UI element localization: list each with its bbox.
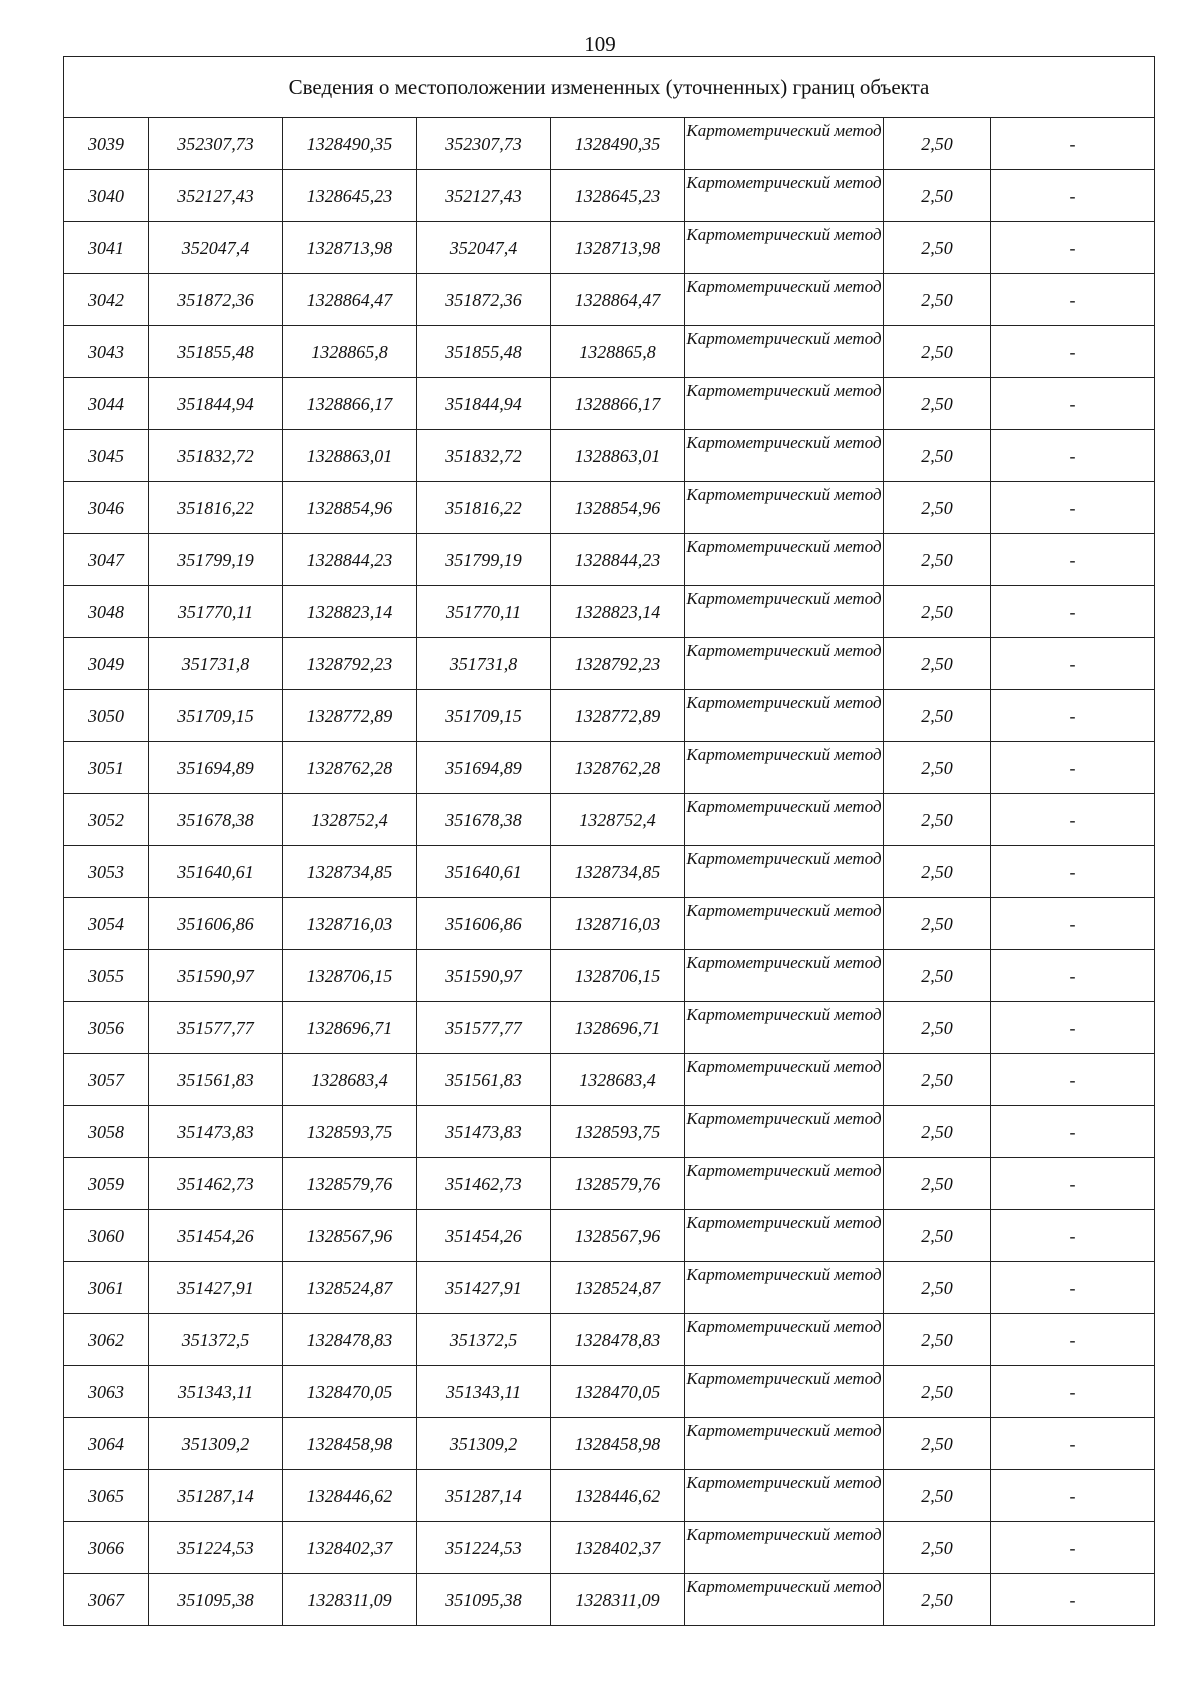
accuracy-cell: 2,50: [884, 846, 991, 898]
table-row: [64, 742, 1155, 794]
table-row: [64, 1470, 1155, 1522]
note-cell: -: [991, 794, 1155, 846]
refined-x-cell: 351372,5: [417, 1314, 551, 1366]
accuracy-cell: 2,50: [884, 1158, 991, 1210]
existing-y-cell: 1328866,17: [283, 378, 417, 430]
refined-x-cell: 351606,86: [417, 898, 551, 950]
table-row: [64, 586, 1155, 638]
existing-y-cell: 1328696,71: [283, 1002, 417, 1054]
accuracy-cell: 2,50: [884, 430, 991, 482]
existing-x-cell: 351224,53: [149, 1522, 283, 1574]
existing-y-cell: 1328311,09: [283, 1574, 417, 1626]
refined-x-cell: 351816,22: [417, 482, 551, 534]
existing-y-cell: 1328844,23: [283, 534, 417, 586]
refined-x-cell: 351731,8: [417, 638, 551, 690]
refined-x-cell: 351640,61: [417, 846, 551, 898]
point-number-cell: 3051: [64, 742, 149, 794]
table-row: [64, 1418, 1155, 1470]
existing-x-cell: 351832,72: [149, 430, 283, 482]
method-cell: Картометрический метод: [685, 950, 884, 1002]
point-number-cell: 3053: [64, 846, 149, 898]
existing-x-cell: 351473,83: [149, 1106, 283, 1158]
existing-x-cell: 351709,15: [149, 690, 283, 742]
accuracy-cell: 2,50: [884, 274, 991, 326]
existing-x-cell: 352307,73: [149, 118, 283, 170]
accuracy-cell: 2,50: [884, 482, 991, 534]
note-cell: -: [991, 742, 1155, 794]
refined-x-cell: 351095,38: [417, 1574, 551, 1626]
method-cell: Картометрический метод: [685, 170, 884, 222]
existing-x-cell: 351309,2: [149, 1418, 283, 1470]
table-body: [64, 118, 1155, 1626]
method-cell: Картометрический метод: [685, 1470, 884, 1522]
table-row: [64, 1366, 1155, 1418]
point-number-cell: 3049: [64, 638, 149, 690]
point-number-cell: 3054: [64, 898, 149, 950]
method-cell: Картометрический метод: [685, 222, 884, 274]
point-number-cell: 3039: [64, 118, 149, 170]
accuracy-cell: 2,50: [884, 638, 991, 690]
table-row: [64, 1054, 1155, 1106]
refined-x-cell: 351709,15: [417, 690, 551, 742]
refined-y-cell: 1328470,05: [551, 1366, 685, 1418]
accuracy-cell: 2,50: [884, 378, 991, 430]
accuracy-cell: 2,50: [884, 118, 991, 170]
refined-x-cell: 351855,48: [417, 326, 551, 378]
existing-y-cell: 1328752,4: [283, 794, 417, 846]
method-cell: Картометрический метод: [685, 1002, 884, 1054]
refined-x-cell: 351427,91: [417, 1262, 551, 1314]
method-cell: Картометрический метод: [685, 898, 884, 950]
existing-x-cell: 351590,97: [149, 950, 283, 1002]
method-cell: Картометрический метод: [685, 1210, 884, 1262]
refined-x-cell: 351473,83: [417, 1106, 551, 1158]
refined-y-cell: 1328645,23: [551, 170, 685, 222]
table-row: [64, 378, 1155, 430]
point-number-cell: 3044: [64, 378, 149, 430]
existing-y-cell: 1328490,35: [283, 118, 417, 170]
accuracy-cell: 2,50: [884, 326, 991, 378]
existing-y-cell: 1328579,76: [283, 1158, 417, 1210]
table-row: [64, 1314, 1155, 1366]
refined-x-cell: 351462,73: [417, 1158, 551, 1210]
method-cell: Картометрический метод: [685, 482, 884, 534]
note-cell: -: [991, 118, 1155, 170]
refined-y-cell: 1328567,96: [551, 1210, 685, 1262]
existing-x-cell: 351799,19: [149, 534, 283, 586]
method-cell: Картометрический метод: [685, 638, 884, 690]
existing-x-cell: 351855,48: [149, 326, 283, 378]
table-row: [64, 482, 1155, 534]
refined-y-cell: 1328713,98: [551, 222, 685, 274]
accuracy-cell: 2,50: [884, 1002, 991, 1054]
point-number-cell: 3050: [64, 690, 149, 742]
method-cell: Картометрический метод: [685, 1574, 884, 1626]
refined-y-cell: 1328865,8: [551, 326, 685, 378]
refined-y-cell: 1328844,23: [551, 534, 685, 586]
refined-y-cell: 1328823,14: [551, 586, 685, 638]
refined-y-cell: 1328579,76: [551, 1158, 685, 1210]
existing-x-cell: 351577,77: [149, 1002, 283, 1054]
table-row: [64, 118, 1155, 170]
refined-x-cell: 351770,11: [417, 586, 551, 638]
point-number-cell: 3048: [64, 586, 149, 638]
existing-y-cell: 1328863,01: [283, 430, 417, 482]
refined-y-cell: 1328696,71: [551, 1002, 685, 1054]
point-number-cell: 3061: [64, 1262, 149, 1314]
existing-y-cell: 1328402,37: [283, 1522, 417, 1574]
method-cell: Картометрический метод: [685, 742, 884, 794]
refined-y-cell: 1328446,62: [551, 1470, 685, 1522]
note-cell: -: [991, 898, 1155, 950]
accuracy-cell: 2,50: [884, 1054, 991, 1106]
point-number-cell: 3059: [64, 1158, 149, 1210]
point-number-cell: 3046: [64, 482, 149, 534]
note-cell: -: [991, 1002, 1155, 1054]
table-row: [64, 1106, 1155, 1158]
point-number-cell: 3040: [64, 170, 149, 222]
accuracy-cell: 2,50: [884, 586, 991, 638]
note-cell: -: [991, 1106, 1155, 1158]
accuracy-cell: 2,50: [884, 1418, 991, 1470]
note-cell: -: [991, 1262, 1155, 1314]
existing-x-cell: 351462,73: [149, 1158, 283, 1210]
note-cell: -: [991, 222, 1155, 274]
method-cell: Картометрический метод: [685, 794, 884, 846]
method-cell: Картометрический метод: [685, 274, 884, 326]
accuracy-cell: 2,50: [884, 534, 991, 586]
method-cell: Картометрический метод: [685, 1418, 884, 1470]
method-cell: Картометрический метод: [685, 1366, 884, 1418]
existing-x-cell: 351287,14: [149, 1470, 283, 1522]
table-row: [64, 534, 1155, 586]
existing-x-cell: 351872,36: [149, 274, 283, 326]
existing-x-cell: 351678,38: [149, 794, 283, 846]
point-number-cell: 3043: [64, 326, 149, 378]
refined-y-cell: 1328683,4: [551, 1054, 685, 1106]
accuracy-cell: 2,50: [884, 690, 991, 742]
refined-y-cell: 1328311,09: [551, 1574, 685, 1626]
existing-y-cell: 1328706,15: [283, 950, 417, 1002]
table-row: [64, 222, 1155, 274]
refined-x-cell: 351694,89: [417, 742, 551, 794]
refined-y-cell: 1328524,87: [551, 1262, 685, 1314]
existing-y-cell: 1328854,96: [283, 482, 417, 534]
note-cell: -: [991, 534, 1155, 586]
existing-x-cell: 351640,61: [149, 846, 283, 898]
method-cell: Картометрический метод: [685, 1158, 884, 1210]
method-cell: Картометрический метод: [685, 1106, 884, 1158]
method-cell: Картометрический метод: [685, 690, 884, 742]
point-number-cell: 3052: [64, 794, 149, 846]
refined-y-cell: 1328854,96: [551, 482, 685, 534]
method-cell: Картометрический метод: [685, 378, 884, 430]
note-cell: -: [991, 638, 1155, 690]
existing-x-cell: 352127,43: [149, 170, 283, 222]
table-row: [64, 690, 1155, 742]
method-cell: Картометрический метод: [685, 534, 884, 586]
existing-y-cell: 1328792,23: [283, 638, 417, 690]
refined-y-cell: 1328490,35: [551, 118, 685, 170]
note-cell: -: [991, 1522, 1155, 1574]
existing-y-cell: 1328762,28: [283, 742, 417, 794]
refined-x-cell: 351678,38: [417, 794, 551, 846]
accuracy-cell: 2,50: [884, 1574, 991, 1626]
table-title: Сведения о местоположении измененных (уточненных) границ объекта: [64, 57, 1155, 118]
table-row: [64, 898, 1155, 950]
accuracy-cell: 2,50: [884, 1314, 991, 1366]
point-number-cell: 3063: [64, 1366, 149, 1418]
existing-x-cell: 351095,38: [149, 1574, 283, 1626]
refined-x-cell: 351224,53: [417, 1522, 551, 1574]
accuracy-cell: 2,50: [884, 898, 991, 950]
existing-y-cell: 1328645,23: [283, 170, 417, 222]
note-cell: -: [991, 1418, 1155, 1470]
accuracy-cell: 2,50: [884, 1106, 991, 1158]
refined-x-cell: 351832,72: [417, 430, 551, 482]
refined-y-cell: 1328458,98: [551, 1418, 685, 1470]
table-row: [64, 274, 1155, 326]
note-cell: -: [991, 950, 1155, 1002]
accuracy-cell: 2,50: [884, 1522, 991, 1574]
refined-y-cell: 1328593,75: [551, 1106, 685, 1158]
refined-x-cell: 351844,94: [417, 378, 551, 430]
point-number-cell: 3041: [64, 222, 149, 274]
table-row: [64, 638, 1155, 690]
refined-y-cell: 1328716,03: [551, 898, 685, 950]
point-number-cell: 3057: [64, 1054, 149, 1106]
point-number-cell: 3060: [64, 1210, 149, 1262]
point-number-cell: 3067: [64, 1574, 149, 1626]
refined-x-cell: 351454,26: [417, 1210, 551, 1262]
note-cell: -: [991, 1574, 1155, 1626]
table-row: [64, 794, 1155, 846]
note-cell: -: [991, 1158, 1155, 1210]
note-cell: -: [991, 1470, 1155, 1522]
note-cell: -: [991, 846, 1155, 898]
table-row: [64, 1522, 1155, 1574]
existing-y-cell: 1328734,85: [283, 846, 417, 898]
existing-x-cell: 351694,89: [149, 742, 283, 794]
accuracy-cell: 2,50: [884, 742, 991, 794]
existing-y-cell: 1328567,96: [283, 1210, 417, 1262]
method-cell: Картометрический метод: [685, 430, 884, 482]
table-row: [64, 1574, 1155, 1626]
existing-x-cell: 351770,11: [149, 586, 283, 638]
accuracy-cell: 2,50: [884, 1366, 991, 1418]
accuracy-cell: 2,50: [884, 1210, 991, 1262]
method-cell: Картометрический метод: [685, 846, 884, 898]
note-cell: -: [991, 1054, 1155, 1106]
refined-y-cell: 1328734,85: [551, 846, 685, 898]
refined-x-cell: 352307,73: [417, 118, 551, 170]
existing-x-cell: 351844,94: [149, 378, 283, 430]
existing-y-cell: 1328458,98: [283, 1418, 417, 1470]
existing-y-cell: 1328683,4: [283, 1054, 417, 1106]
table-row: [64, 1002, 1155, 1054]
existing-x-cell: 351731,8: [149, 638, 283, 690]
refined-y-cell: 1328478,83: [551, 1314, 685, 1366]
note-cell: -: [991, 430, 1155, 482]
existing-y-cell: 1328470,05: [283, 1366, 417, 1418]
point-number-cell: 3056: [64, 1002, 149, 1054]
refined-x-cell: 352127,43: [417, 170, 551, 222]
existing-x-cell: 352047,4: [149, 222, 283, 274]
note-cell: -: [991, 586, 1155, 638]
refined-y-cell: 1328762,28: [551, 742, 685, 794]
existing-y-cell: 1328713,98: [283, 222, 417, 274]
point-number-cell: 3066: [64, 1522, 149, 1574]
boundary-coordinates-table: [63, 56, 1155, 1626]
point-number-cell: 3064: [64, 1418, 149, 1470]
refined-y-cell: 1328864,47: [551, 274, 685, 326]
existing-x-cell: 351454,26: [149, 1210, 283, 1262]
refined-y-cell: 1328866,17: [551, 378, 685, 430]
accuracy-cell: 2,50: [884, 950, 991, 1002]
existing-y-cell: 1328593,75: [283, 1106, 417, 1158]
point-number-cell: 3047: [64, 534, 149, 586]
refined-y-cell: 1328706,15: [551, 950, 685, 1002]
refined-y-cell: 1328402,37: [551, 1522, 685, 1574]
point-number-cell: 3065: [64, 1470, 149, 1522]
table-row: [64, 1210, 1155, 1262]
existing-y-cell: 1328446,62: [283, 1470, 417, 1522]
point-number-cell: 3062: [64, 1314, 149, 1366]
accuracy-cell: 2,50: [884, 1262, 991, 1314]
note-cell: -: [991, 274, 1155, 326]
existing-y-cell: 1328478,83: [283, 1314, 417, 1366]
refined-x-cell: 351343,11: [417, 1366, 551, 1418]
note-cell: -: [991, 1210, 1155, 1262]
table-row: [64, 950, 1155, 1002]
accuracy-cell: 2,50: [884, 170, 991, 222]
refined-y-cell: 1328792,23: [551, 638, 685, 690]
table-row: [64, 430, 1155, 482]
existing-y-cell: 1328524,87: [283, 1262, 417, 1314]
table-row: [64, 846, 1155, 898]
method-cell: Картометрический метод: [685, 1054, 884, 1106]
existing-x-cell: 351561,83: [149, 1054, 283, 1106]
accuracy-cell: 2,50: [884, 794, 991, 846]
existing-y-cell: 1328865,8: [283, 326, 417, 378]
method-cell: Картометрический метод: [685, 586, 884, 638]
note-cell: -: [991, 482, 1155, 534]
note-cell: -: [991, 690, 1155, 742]
method-cell: Картометрический метод: [685, 1522, 884, 1574]
point-number-cell: 3058: [64, 1106, 149, 1158]
table-row: [64, 326, 1155, 378]
existing-x-cell: 351343,11: [149, 1366, 283, 1418]
existing-x-cell: 351372,5: [149, 1314, 283, 1366]
refined-x-cell: 352047,4: [417, 222, 551, 274]
existing-y-cell: 1328772,89: [283, 690, 417, 742]
refined-x-cell: 351872,36: [417, 274, 551, 326]
table-row: [64, 1262, 1155, 1314]
note-cell: -: [991, 1314, 1155, 1366]
refined-x-cell: 351799,19: [417, 534, 551, 586]
existing-y-cell: 1328864,47: [283, 274, 417, 326]
page-number: 109: [584, 32, 616, 56]
method-cell: Картометрический метод: [685, 118, 884, 170]
existing-y-cell: 1328823,14: [283, 586, 417, 638]
note-cell: -: [991, 326, 1155, 378]
refined-x-cell: 351309,2: [417, 1418, 551, 1470]
refined-x-cell: 351287,14: [417, 1470, 551, 1522]
point-number-cell: 3042: [64, 274, 149, 326]
refined-x-cell: 351590,97: [417, 950, 551, 1002]
accuracy-cell: 2,50: [884, 1470, 991, 1522]
method-cell: Картометрический метод: [685, 1262, 884, 1314]
point-number-cell: 3045: [64, 430, 149, 482]
method-cell: Картометрический метод: [685, 326, 884, 378]
refined-x-cell: 351561,83: [417, 1054, 551, 1106]
point-number-cell: 3055: [64, 950, 149, 1002]
note-cell: -: [991, 378, 1155, 430]
refined-y-cell: 1328863,01: [551, 430, 685, 482]
table-row: [64, 170, 1155, 222]
method-cell: Картометрический метод: [685, 1314, 884, 1366]
refined-x-cell: 351577,77: [417, 1002, 551, 1054]
accuracy-cell: 2,50: [884, 222, 991, 274]
table-row: [64, 1158, 1155, 1210]
existing-x-cell: 351606,86: [149, 898, 283, 950]
existing-x-cell: 351427,91: [149, 1262, 283, 1314]
refined-y-cell: 1328752,4: [551, 794, 685, 846]
refined-y-cell: 1328772,89: [551, 690, 685, 742]
note-cell: -: [991, 170, 1155, 222]
existing-y-cell: 1328716,03: [283, 898, 417, 950]
note-cell: -: [991, 1366, 1155, 1418]
existing-x-cell: 351816,22: [149, 482, 283, 534]
